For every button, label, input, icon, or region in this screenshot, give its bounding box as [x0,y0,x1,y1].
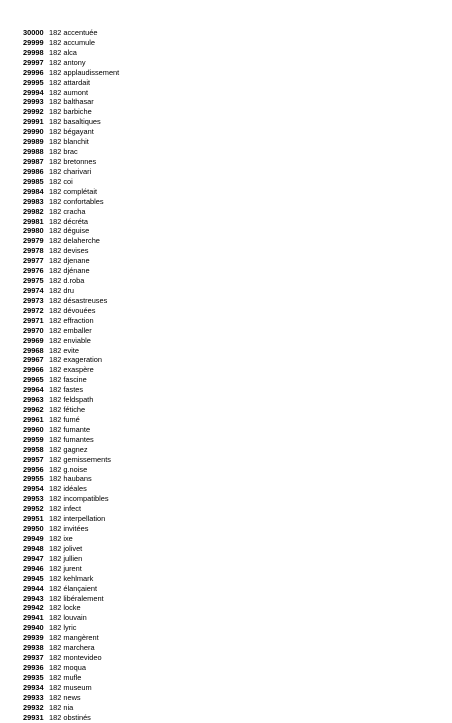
list-item [23,713,423,723]
rank-number: 29999 [23,37,44,47]
word-text: cracha [63,206,86,216]
list-item [23,524,423,534]
list-item [23,474,423,484]
rank-number: 29948 [23,543,44,553]
list-item [23,157,423,167]
list-item [23,78,423,88]
rank-number: 29992 [23,107,44,117]
rank-number: 29990 [23,127,44,137]
rank-number: 29941 [23,613,44,623]
rank-number: 29942 [23,603,44,613]
word-text: enviable [63,335,91,345]
list-item [23,554,423,564]
rank-number: 29982 [23,206,44,216]
list-item [23,415,423,425]
word-text: aumont [63,87,88,97]
word-text: effraction [63,315,94,325]
word-text: gemissements [63,454,111,464]
word-text: moqua [63,663,86,672]
rank-number: 29965 [23,375,44,385]
list-item [23,613,423,623]
list-item [23,346,423,356]
frequency-count: 182 [49,692,62,702]
rank-number: 29939 [23,633,44,643]
list-item [23,653,423,663]
frequency-count: 182 [49,196,62,206]
list-item [23,326,423,336]
list-item [23,187,423,197]
frequency-count: 182 [49,613,62,623]
word-text: feldspath [63,395,94,405]
rank-number: 29988 [23,147,44,157]
frequency-count: 182 [49,623,62,633]
list-item [23,58,423,68]
word-text: obstinés [63,712,91,722]
list-item [23,504,423,514]
word-text: fumante [63,424,91,434]
rank-number: 29956 [23,464,44,474]
frequency-count: 182 [49,226,62,236]
rank-number: 29947 [23,553,44,563]
frequency-count: 182 [49,682,62,692]
rank-number: 29966 [23,365,44,375]
frequency-count: 182 [49,414,62,424]
word-text: kehlmark [63,573,94,583]
frequency-count: 182 [49,573,62,583]
rank-number: 29933 [23,692,44,702]
word-text: jurent [63,563,82,573]
rank-number: 29997 [23,57,44,67]
rank-number: 29943 [23,593,44,603]
frequency-count: 182 [49,345,62,355]
list-item [23,256,423,266]
frequency-count: 182 [49,206,62,216]
rank-number: 29934 [23,682,44,692]
word-text: accumule [63,37,95,47]
rank-number: 29989 [23,137,44,147]
word-text: libéralement [63,593,104,603]
list-item [23,544,423,554]
word-text: locke [63,603,81,613]
frequency-count: 182 [49,117,62,127]
word-text: exaspère [63,365,94,375]
word-text: accentuée [63,28,98,37]
frequency-count: 182 [49,593,62,603]
list-item [23,296,423,306]
word-text: dru [63,285,75,295]
rank-number: 29959 [23,434,44,444]
rank-number: 29961 [23,414,44,424]
word-text: montevideo [63,653,102,663]
list-item [23,375,423,385]
list-item [23,167,423,177]
list-item [23,286,423,296]
list-item [23,355,423,365]
word-text: alca [63,47,77,57]
list-item [23,673,423,683]
list-item [23,484,423,494]
frequency-count: 182 [49,504,62,514]
rank-number: 30000 [23,28,44,37]
word-text: g.noise [63,464,88,474]
list-item [23,316,423,326]
frequency-count: 182 [49,305,62,315]
rank-number: 29958 [23,444,44,454]
rank-number: 29974 [23,285,44,295]
list-item [23,217,423,227]
list-item [23,137,423,147]
list-item [23,177,423,187]
frequency-count: 182 [49,672,62,682]
list-item [23,574,423,584]
word-text: fascine [63,375,87,385]
frequency-count: 182 [49,147,62,157]
rank-number: 29963 [23,395,44,405]
frequency-count: 182 [49,444,62,454]
list-item [23,633,423,643]
list-item [23,236,423,246]
list-item [23,455,423,465]
word-text: complétait [63,186,98,196]
word-text: blanchit [63,137,89,147]
rank-number: 29994 [23,87,44,97]
frequency-count: 182 [49,494,62,504]
list-item [23,127,423,137]
word-text: invitées [63,524,89,534]
word-text: fumé [63,414,80,424]
frequency-count: 182 [49,266,62,276]
rank-number: 29971 [23,315,44,325]
list-item [23,48,423,58]
list-item [23,703,423,713]
frequency-count: 182 [49,583,62,593]
frequency-count: 182 [49,166,62,176]
list-item [23,693,423,703]
frequency-count: 182 [49,236,62,246]
frequency-count: 182 [49,484,62,494]
word-text: désastreuses [63,295,108,305]
list-item [23,534,423,544]
list-item [23,266,423,276]
word-text: élançaient [63,583,98,593]
word-text: fétiche [63,405,86,415]
list-item [23,405,423,415]
frequency-count: 182 [49,365,62,375]
frequency-count: 182 [49,37,62,47]
word-text: déguise [63,226,90,236]
rank-number: 29935 [23,672,44,682]
rank-number: 29979 [23,236,44,246]
frequency-count: 182 [49,405,62,415]
word-text: fumantes [63,434,94,444]
word-text: interpellation [63,514,106,524]
list-item [23,38,423,48]
word-text: exageration [63,355,102,365]
word-text: antony [63,57,86,67]
rank-number: 29987 [23,156,44,166]
frequency-count: 182 [49,156,62,166]
frequency-count: 182 [49,216,62,226]
word-text: lyric [63,623,77,633]
rank-number: 29969 [23,335,44,345]
word-text: décréta [63,216,88,226]
rank-number: 29952 [23,504,44,514]
frequency-count: 182 [49,57,62,67]
rank-number: 29953 [23,494,44,504]
word-frequency-list [23,28,423,723]
frequency-count: 182 [49,603,62,613]
rank-number: 29976 [23,266,44,276]
rank-number: 29962 [23,405,44,415]
frequency-count: 182 [49,276,62,286]
list-item [23,306,423,316]
rank-number: 29975 [23,276,44,286]
rank-number: 29940 [23,623,44,633]
rank-number: 29945 [23,573,44,583]
frequency-count: 182 [49,424,62,434]
word-text: haubans [63,474,92,484]
rank-number: 29973 [23,295,44,305]
word-text: nia [63,702,74,712]
word-text: fastes [63,385,84,395]
rank-number: 29950 [23,524,44,534]
frequency-count: 182 [49,553,62,563]
frequency-count: 182 [49,524,62,534]
list-item [23,197,423,207]
frequency-count: 182 [49,186,62,196]
frequency-count: 182 [49,434,62,444]
word-text: brac [63,147,78,157]
rank-number: 29968 [23,345,44,355]
list-item [23,584,423,594]
frequency-count: 182 [49,454,62,464]
word-text: balthasar [63,97,94,107]
word-text: museum [63,682,92,692]
word-text: louvain [63,613,87,623]
list-item [23,445,423,455]
list-item [23,385,423,395]
rank-number: 29964 [23,385,44,395]
rank-number: 29993 [23,97,44,107]
frequency-count: 182 [49,395,62,405]
frequency-count: 182 [49,712,62,722]
list-item [23,643,423,653]
frequency-count: 182 [49,543,62,553]
frequency-count: 182 [49,514,62,524]
word-text: d.roba [63,276,85,286]
word-text: gagnez [63,444,88,454]
rank-number: 29944 [23,583,44,593]
rank-number: 29951 [23,514,44,524]
rank-number: 29972 [23,305,44,315]
list-item [23,207,423,217]
frequency-count: 182 [49,246,62,256]
frequency-count: 182 [49,107,62,117]
list-item [23,226,423,236]
frequency-count: 182 [49,67,62,77]
list-item [23,465,423,475]
list-item [23,246,423,256]
word-text: confortables [63,196,104,206]
rank-number: 29938 [23,643,44,653]
word-text: mangèrent [63,633,99,643]
frequency-count: 182 [49,77,62,87]
frequency-count: 182 [49,375,62,385]
rank-number: 29949 [23,534,44,544]
frequency-count: 182 [49,643,62,653]
list-item [23,107,423,117]
frequency-count: 182 [49,87,62,97]
word-text: evite [63,345,79,355]
list-item [23,117,423,127]
rank-number: 29960 [23,424,44,434]
word-text: bégayant [63,127,94,137]
rank-number: 29984 [23,186,44,196]
rank-number: 29981 [23,216,44,226]
rank-number: 29955 [23,474,44,484]
word-text: charivari [63,166,92,176]
word-text: coi [63,176,73,186]
frequency-count: 182 [49,534,62,544]
list-item [23,603,423,613]
frequency-count: 182 [49,295,62,305]
rank-number: 29970 [23,325,44,335]
rank-number: 29957 [23,454,44,464]
frequency-count: 182 [49,137,62,147]
frequency-count: 182 [49,474,62,484]
word-text: jullien [63,553,83,563]
frequency-count: 182 [49,702,62,712]
list-item [23,336,423,346]
rank-number: 29980 [23,226,44,236]
list-item [23,395,423,405]
rank-number: 29978 [23,246,44,256]
frequency-count: 182 [49,325,62,335]
frequency-count: 182 [49,385,62,395]
word-text: incompatibles [63,494,109,504]
word-text: djénane [63,266,90,276]
frequency-count: 182 [49,47,62,57]
list-item [23,88,423,98]
word-text: delaherche [63,236,100,246]
frequency-count: 182 [49,464,62,474]
frequency-count: 182 [49,663,62,672]
rank-number: 29946 [23,563,44,573]
rank-number: 29995 [23,77,44,87]
list-item [23,97,423,107]
rank-number: 29937 [23,653,44,663]
list-item [23,564,423,574]
frequency-count: 182 [49,315,62,325]
word-text: mufle [63,672,82,682]
list-item [23,28,423,38]
frequency-count: 182 [49,633,62,643]
rank-number: 29967 [23,355,44,365]
word-text: bretonnes [63,156,97,166]
frequency-count: 182 [49,127,62,137]
word-text: idéales [63,484,87,494]
rank-number: 29991 [23,117,44,127]
frequency-count: 182 [49,563,62,573]
rank-number: 29998 [23,47,44,57]
rank-number: 29986 [23,166,44,176]
frequency-count: 182 [49,285,62,295]
frequency-count: 182 [49,653,62,663]
word-text: ixe [63,534,73,544]
list-item [23,623,423,633]
word-text: emballer [63,325,92,335]
list-item [23,147,423,157]
word-text: barbiche [63,107,92,117]
word-text: dévouées [63,305,96,315]
rank-number: 29931 [23,712,44,722]
list-item [23,494,423,504]
list-item [23,683,423,693]
list-item [23,435,423,445]
word-text: basaltiques [63,117,101,127]
frequency-count: 182 [49,97,62,107]
word-text: jolivet [63,543,83,553]
rank-number: 29983 [23,196,44,206]
word-text: marchera [63,643,95,653]
list-item [23,514,423,524]
word-text: applaudissement [63,67,120,77]
frequency-count: 182 [49,28,62,37]
rank-number: 29977 [23,256,44,266]
frequency-count: 182 [49,355,62,365]
word-text: infect [63,504,82,514]
list-item [23,594,423,604]
list-item [23,425,423,435]
rank-number: 29932 [23,702,44,712]
list-item [23,68,423,78]
word-text: djenane [63,256,90,266]
list-item [23,365,423,375]
word-text: attardait [63,77,91,87]
frequency-count: 182 [49,256,62,266]
rank-number: 29996 [23,67,44,77]
frequency-count: 182 [49,335,62,345]
word-text: news [63,692,81,702]
word-text: devises [63,246,89,256]
frequency-count: 182 [49,176,62,186]
list-item [23,276,423,286]
rank-number: 29985 [23,176,44,186]
list-item [23,663,423,673]
rank-number: 29954 [23,484,44,494]
rank-number: 29936 [23,663,44,672]
